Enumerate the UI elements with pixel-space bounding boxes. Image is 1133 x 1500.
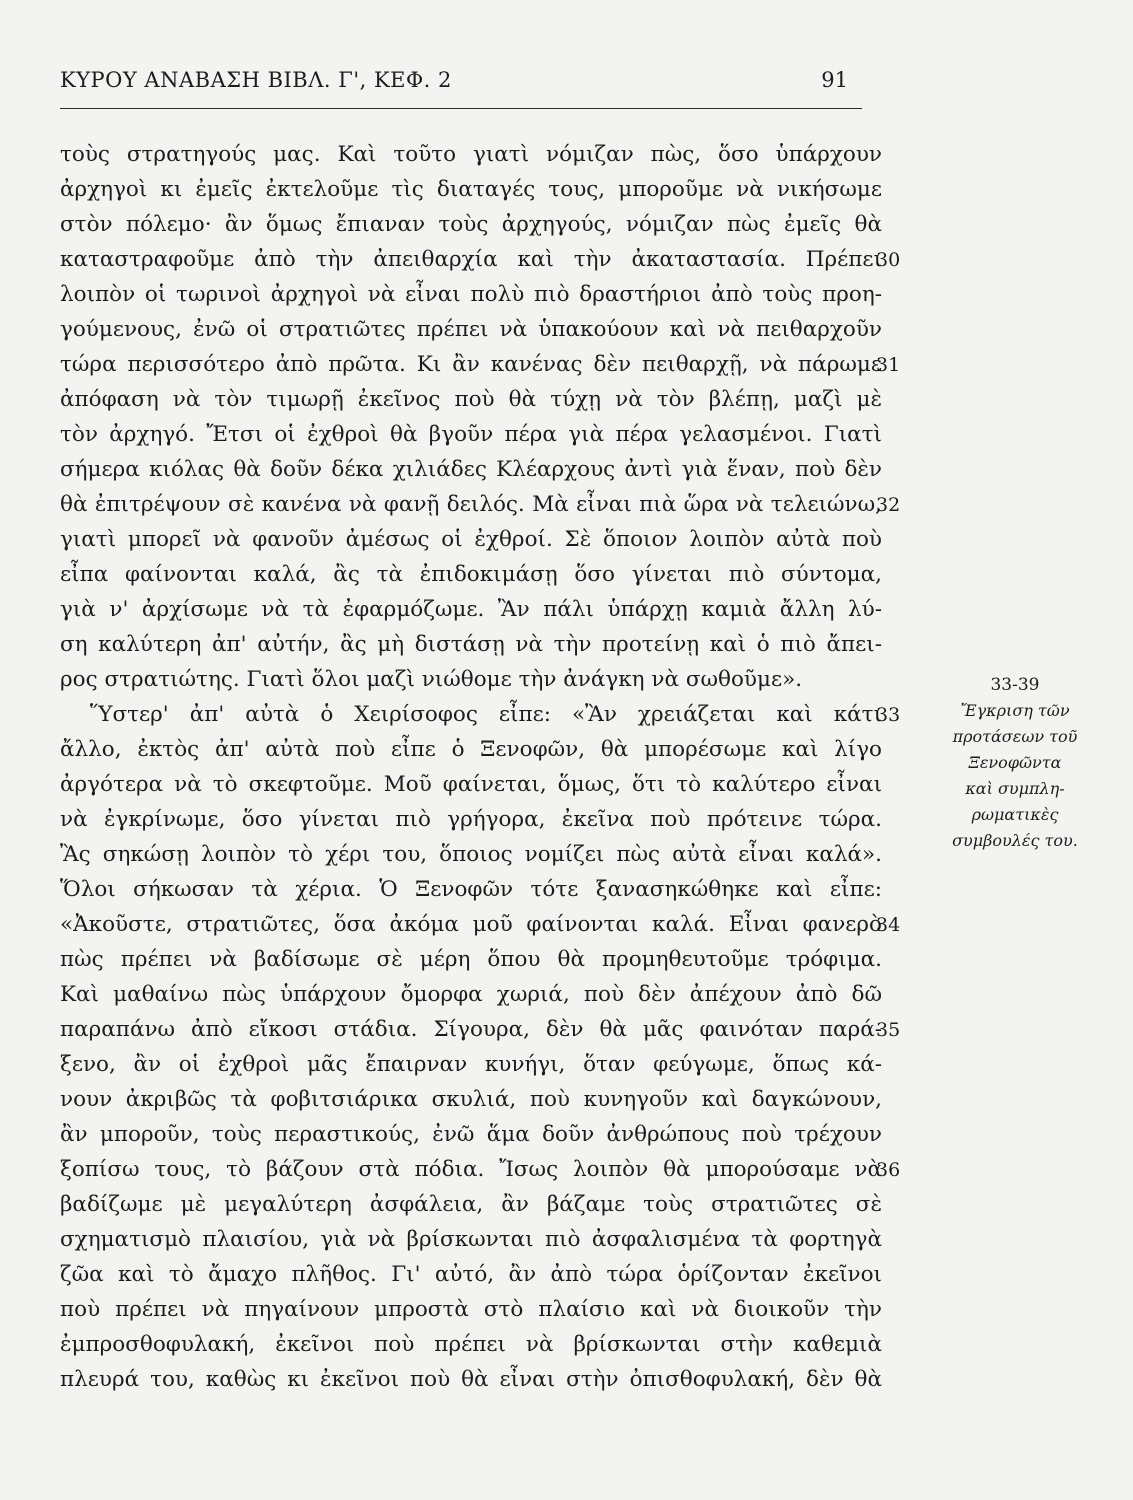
text-line: ρος στρατιώτης. Γιατὶ ὅλοι μαζὶ νιώθομε τὴν ἀνάγκη νὰ σωθοῦμε». [60, 667, 803, 692]
text-line: ἂν μποροῦν, τοὺς περαστικούς, ἐνῶ ἅμα δοῦν ἀνθρώπους ποὺ τρέχουν [60, 1122, 882, 1147]
text-line: τώρα περισσότερο ἀπὸ πρῶτα. Κι ἂν κανένας δὲν πειθαρχῇ, νὰ πάρωμε [60, 352, 882, 377]
text-line: Ὅλοι σήκωσαν τὰ χέρια. Ὁ Ξενοφῶν τότε ξανασηκώθηκε καὶ εἶπε: [60, 877, 882, 902]
line-number: 30 [876, 249, 901, 271]
text-line: γιατὶ μπορεῖ νὰ φανοῦν ἀμέσως οἱ ἐχθροί. Σὲ ὅποιον λοιπὸν αὐτὰ ποὺ [60, 527, 882, 552]
margin-note [930, 672, 1100, 854]
text-line: Ὕστερ' ἀπ' αὐτὰ ὁ Χειρίσοφος εἶπε: «Ἂν χρειάζεται καὶ κάτι [90, 702, 882, 727]
line-number: 31 [876, 354, 901, 376]
text-line: ζῶα καὶ τὸ ἄμαχο πλῆθος. Γι' αὐτό, ἂν ἀπὸ τώρα ὁρίζονταν ἐκεῖνοι [60, 1262, 882, 1287]
margin-note-line: προτάσεων τοῦ [952, 727, 1078, 746]
text-line: ἐμπροσθοφυλακή, ἐκεῖνοι ποὺ πρέπει νὰ βρίσκωνται στὴν καθεμιὰ [60, 1332, 882, 1357]
margin-note-range: 33-39 [990, 675, 1040, 695]
text-line: σήμερα κιόλας θὰ δοῦν δέκα χιλιάδες Κλέαρχους ἀντὶ γιὰ ἕναν, ποὺ δὲν [60, 457, 882, 482]
text-line: τὸν ἀρχηγό. Ἔτσι οἱ ἐχθροὶ θὰ βγοῦν πέρα γιὰ πέρα γελασμένοι. Γιατὶ [60, 422, 882, 447]
text-line: ποὺ πρέπει νὰ πηγαίνουν μπροστὰ στὸ πλαίσιο καὶ νὰ διοικοῦν τὴν [60, 1297, 882, 1322]
line-number: 34 [876, 914, 901, 936]
text-line: ξενο, ἂν οἱ ἐχθροὶ μᾶς ἔπαιρναν κυνήγι, ὅταν φεύγωμε, ὅπως κά- [60, 1052, 882, 1077]
margin-note-line: Ἔγκριση τῶν [960, 701, 1070, 720]
text-line: ἀπόφαση νὰ τὸν τιμωρῇ ἐκεῖνος ποὺ θὰ τύχῃ νὰ τὸν βλέπῃ, μαζὶ μὲ [60, 387, 882, 412]
page-number: 91 [821, 68, 848, 92]
text-line: «Ἀκοῦστε, στρατιῶτες, ὅσα ἀκόμα μοῦ φαίνονται καλά. Εἶναι φανερὸ [60, 912, 882, 937]
text-line: ση καλύτερη ἀπ' αὐτήν, ἂς μὴ διστάσῃ νὰ τὴν προτείνῃ καὶ ὁ πιὸ ἄπει- [60, 632, 882, 657]
text-line: λοιπὸν οἱ τωρινοὶ ἀρχηγοὶ νὰ εἶναι πολὺ πιὸ δραστήριοι ἀπὸ τοὺς προη- [60, 282, 882, 307]
text-line: γούμενους, ἐνῶ οἱ στρατιῶτες πρέπει νὰ ὑπακούουν καὶ νὰ πειθαρχοῦν [60, 317, 882, 342]
margin-note-line: καὶ συμπλη- [965, 779, 1065, 798]
text-line: Καὶ μαθαίνω πὼς ὑπάρχουν ὄμορφα χωριά, ποὺ δὲν ἀπέχουν ἀπὸ δῶ [60, 982, 882, 1007]
text-line: σχηματισμὸ πλαισίου, γιὰ νὰ βρίσκωνται πιὸ ἀσφαλισμένα τὰ φορτηγὰ [60, 1227, 882, 1252]
text-line: πὼς πρέπει νὰ βαδίσωμε σὲ μέρη ὅπου θὰ προμηθευτοῦμε τρόφιμα. [60, 947, 882, 972]
text-line: Ἂς σηκώσῃ λοιπὸν τὸ χέρι του, ὅποιος νομίζει πὼς αὐτὰ εἶναι καλά». [60, 842, 882, 867]
text-line: νὰ ἐγκρίνωμε, ὅσο γίνεται πιὸ γρήγορα, ἐκεῖνα ποὺ πρότεινε τώρα. [60, 807, 882, 832]
text-line: ξοπίσω τους, τὸ βάζουν στὰ πόδια. Ἴσως λοιπὸν θὰ μπορούσαμε νὰ [60, 1157, 882, 1182]
text-line: πλευρά του, καθὼς κι ἐκεῖνοι ποὺ θὰ εἶναι στὴν ὀπισθοφυλακή, δὲν θὰ [60, 1367, 882, 1392]
margin-note-line: ρωματικὲς [971, 805, 1059, 824]
text-line: εἶπα φαίνονται καλά, ἂς τὰ ἐπιδοκιμάσῃ ὅσο γίνεται πιὸ σύντομα, [60, 562, 882, 587]
text-line: νουν ἀκριβῶς τὰ φοβιτσιάρικα σκυλιά, ποὺ κυνηγοῦν καὶ δαγκώνουν, [60, 1087, 882, 1112]
text-line: βαδίζωμε μὲ μεγαλύτερη ἀσφάλεια, ἂν βάζαμε τοὺς στρατιῶτες σὲ [60, 1192, 882, 1217]
line-number: 35 [876, 1019, 901, 1041]
text-line: θὰ ἐπιτρέψουν σὲ κανένα νὰ φανῇ δειλός. Μὰ εἶναι πιὰ ὥρα νὰ τελειώνω, [60, 492, 882, 517]
text-line: στὸν πόλεμο· ἂν ὅμως ἔπιαναν τοὺς ἀρχηγούς, νόμιζαν πὼς ἐμεῖς θὰ [60, 212, 882, 237]
text-line: γιὰ ν' ἀρχίσωμε νὰ τὰ ἐφαρμόζωμε. Ἂν πάλι ὑπάρχῃ καμιὰ ἄλλη λύ- [60, 597, 882, 622]
running-title: ΚΥΡΟΥ ΑΝΑΒΑΣΗ ΒΙΒΛ. Γ', ΚΕΦ. 2 [60, 68, 452, 92]
text-line: ἀργότερα νὰ τὸ σκεφτοῦμε. Μοῦ φαίνεται, ὅμως, ὅτι τὸ καλύτερο εἶναι [60, 772, 882, 797]
text-line: τοὺς στρατηγούς μας. Καὶ τοῦτο γιατὶ νόμιζαν πὼς, ὅσο ὑπάρχουν [60, 142, 882, 167]
line-number: 32 [876, 494, 901, 516]
line-number: 33 [876, 704, 901, 726]
running-header [60, 68, 862, 109]
text-line: καταστραφοῦμε ἀπὸ τὴν ἀπειθαρχία καὶ τὴν ἀκαταστασία. Πρέπει [60, 247, 882, 272]
margin-note-line: Ξενοφῶντα [968, 753, 1062, 772]
margin-note-line: συμβουλές του. [952, 831, 1078, 850]
text-line: ἄλλο, ἐκτὸς ἀπ' αὐτὰ ποὺ εἶπε ὁ Ξενοφῶν, θὰ μπορέσωμε καὶ λίγο [60, 737, 882, 762]
text-line: παραπάνω ἀπὸ εἴκοσι στάδια. Σίγουρα, δὲν θὰ μᾶς φαινόταν παρά- [60, 1017, 882, 1042]
line-number: 36 [876, 1159, 901, 1181]
text-line: ἀρχηγοὶ κι ἐμεῖς ἐκτελοῦμε τὶς διαταγές τους, μποροῦμε νὰ νικήσωμε [60, 177, 882, 202]
